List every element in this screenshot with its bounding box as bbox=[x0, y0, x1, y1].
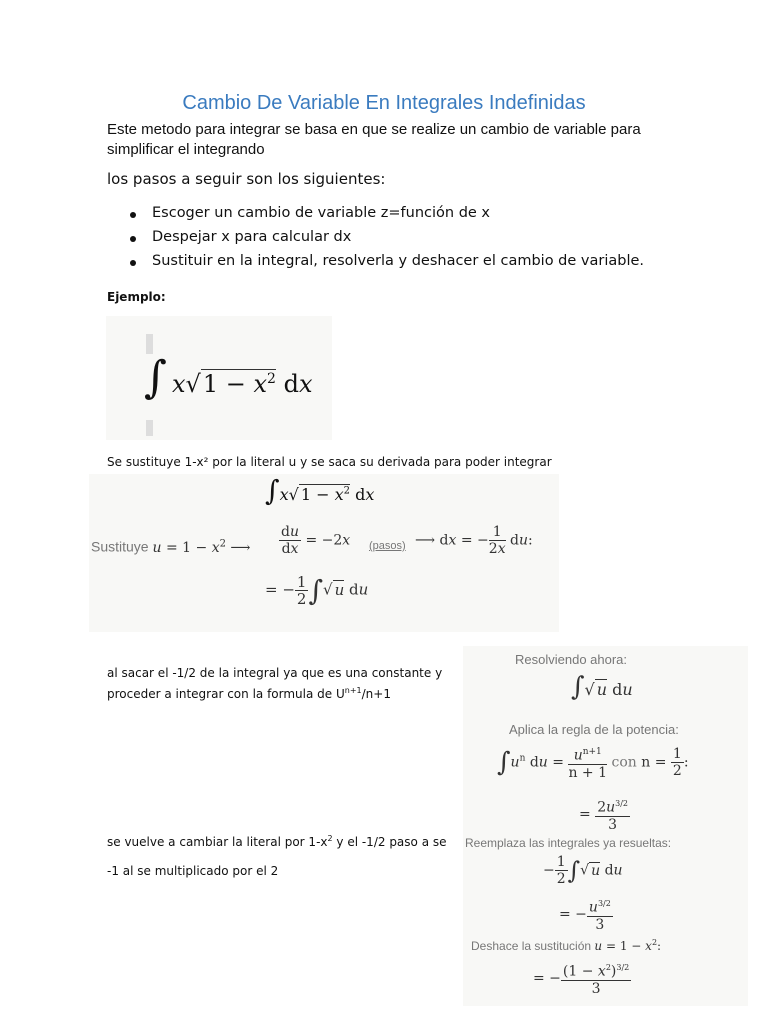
example-label: Ejemplo: bbox=[107, 290, 166, 304]
list-item: Sustituir en la integral, resolverla y deshacer el cambio de variable. bbox=[130, 253, 644, 277]
intro-paragraph: Este metodo para integrar se basa en que se realize un cambio de variable para simplificar el integrando bbox=[107, 121, 641, 158]
example-integral-image: ∫ $x√1 - x^2$ dx bbox=[106, 316, 332, 440]
solve-heading: Resolviendo ahora: bbox=[515, 652, 628, 667]
steps-heading: los pasos a seguir son los siguientes: bbox=[107, 170, 386, 188]
undo-text: Deshace la sustitución $u = 1 - x^2$: bbox=[471, 938, 662, 953]
list-item: Escoger un cambio de variable z=función de x bbox=[130, 205, 644, 229]
bullet-icon bbox=[130, 260, 136, 266]
replace-text: Reemplaza las integrales ya resueltas: bbox=[465, 836, 672, 850]
steps-list bbox=[130, 205, 644, 277]
bullet-icon bbox=[130, 212, 136, 218]
back-substitution-line1: se vuelve a cambiar la literal por $1-x^2$ y el -1/2 paso a se bbox=[107, 834, 447, 849]
back-substitution-line2: -1 al se multiplicado por el 2 bbox=[107, 864, 279, 878]
bullet-icon bbox=[130, 236, 136, 242]
pasos-link[interactable]: (pasos) bbox=[369, 540, 406, 552]
solution-image: Resolviendo ahora: ∫√ u du Aplica la regla de la potencia: $\int u^n$ du = $\frac{u^{n+1}}{n + 1}$ con n = $\frac{1}{2}$ : = $\frac{2u^{3/2}}{3}$ Reemplaza las integrales ya resueltas: − $\frac{1}{2}$ ∫√ u du = − $\frac{u^{3/2}}{3}$ Deshace la sustitución $u = 1 - x^2$: = − $\frac{(1 - x^2)^{3/2}}{3}$ bbox=[463, 646, 748, 1006]
page-title: Cambio De Variable En Integrales Indefinidas bbox=[182, 92, 586, 114]
substitution-note: Se sustituye 1-x² por la literal u y se saca su derivada para poder integrar bbox=[107, 455, 552, 469]
constant-note-line1: al sacar el -1/2 de la integral ya que es una constante y bbox=[107, 666, 443, 680]
power-rule-text: Aplica la regla de la potencia: bbox=[509, 722, 679, 737]
constant-note-line2: proceder a integrar con la formula de $U^{n+1}/n+1$ bbox=[107, 686, 391, 701]
substitution-image: ∫x√ $1 - x^2$ dx Sustituye $u = 1 - x^2$ ⟶ $\frac{du}{dx}$ = −2x (pasos) ⟶ dx = − $\frac{1}{2x}$ du: = − $\frac{1}{2}$ ∫√ u du bbox=[89, 474, 559, 632]
list-item: Despejar x para calcular dx bbox=[130, 229, 644, 253]
